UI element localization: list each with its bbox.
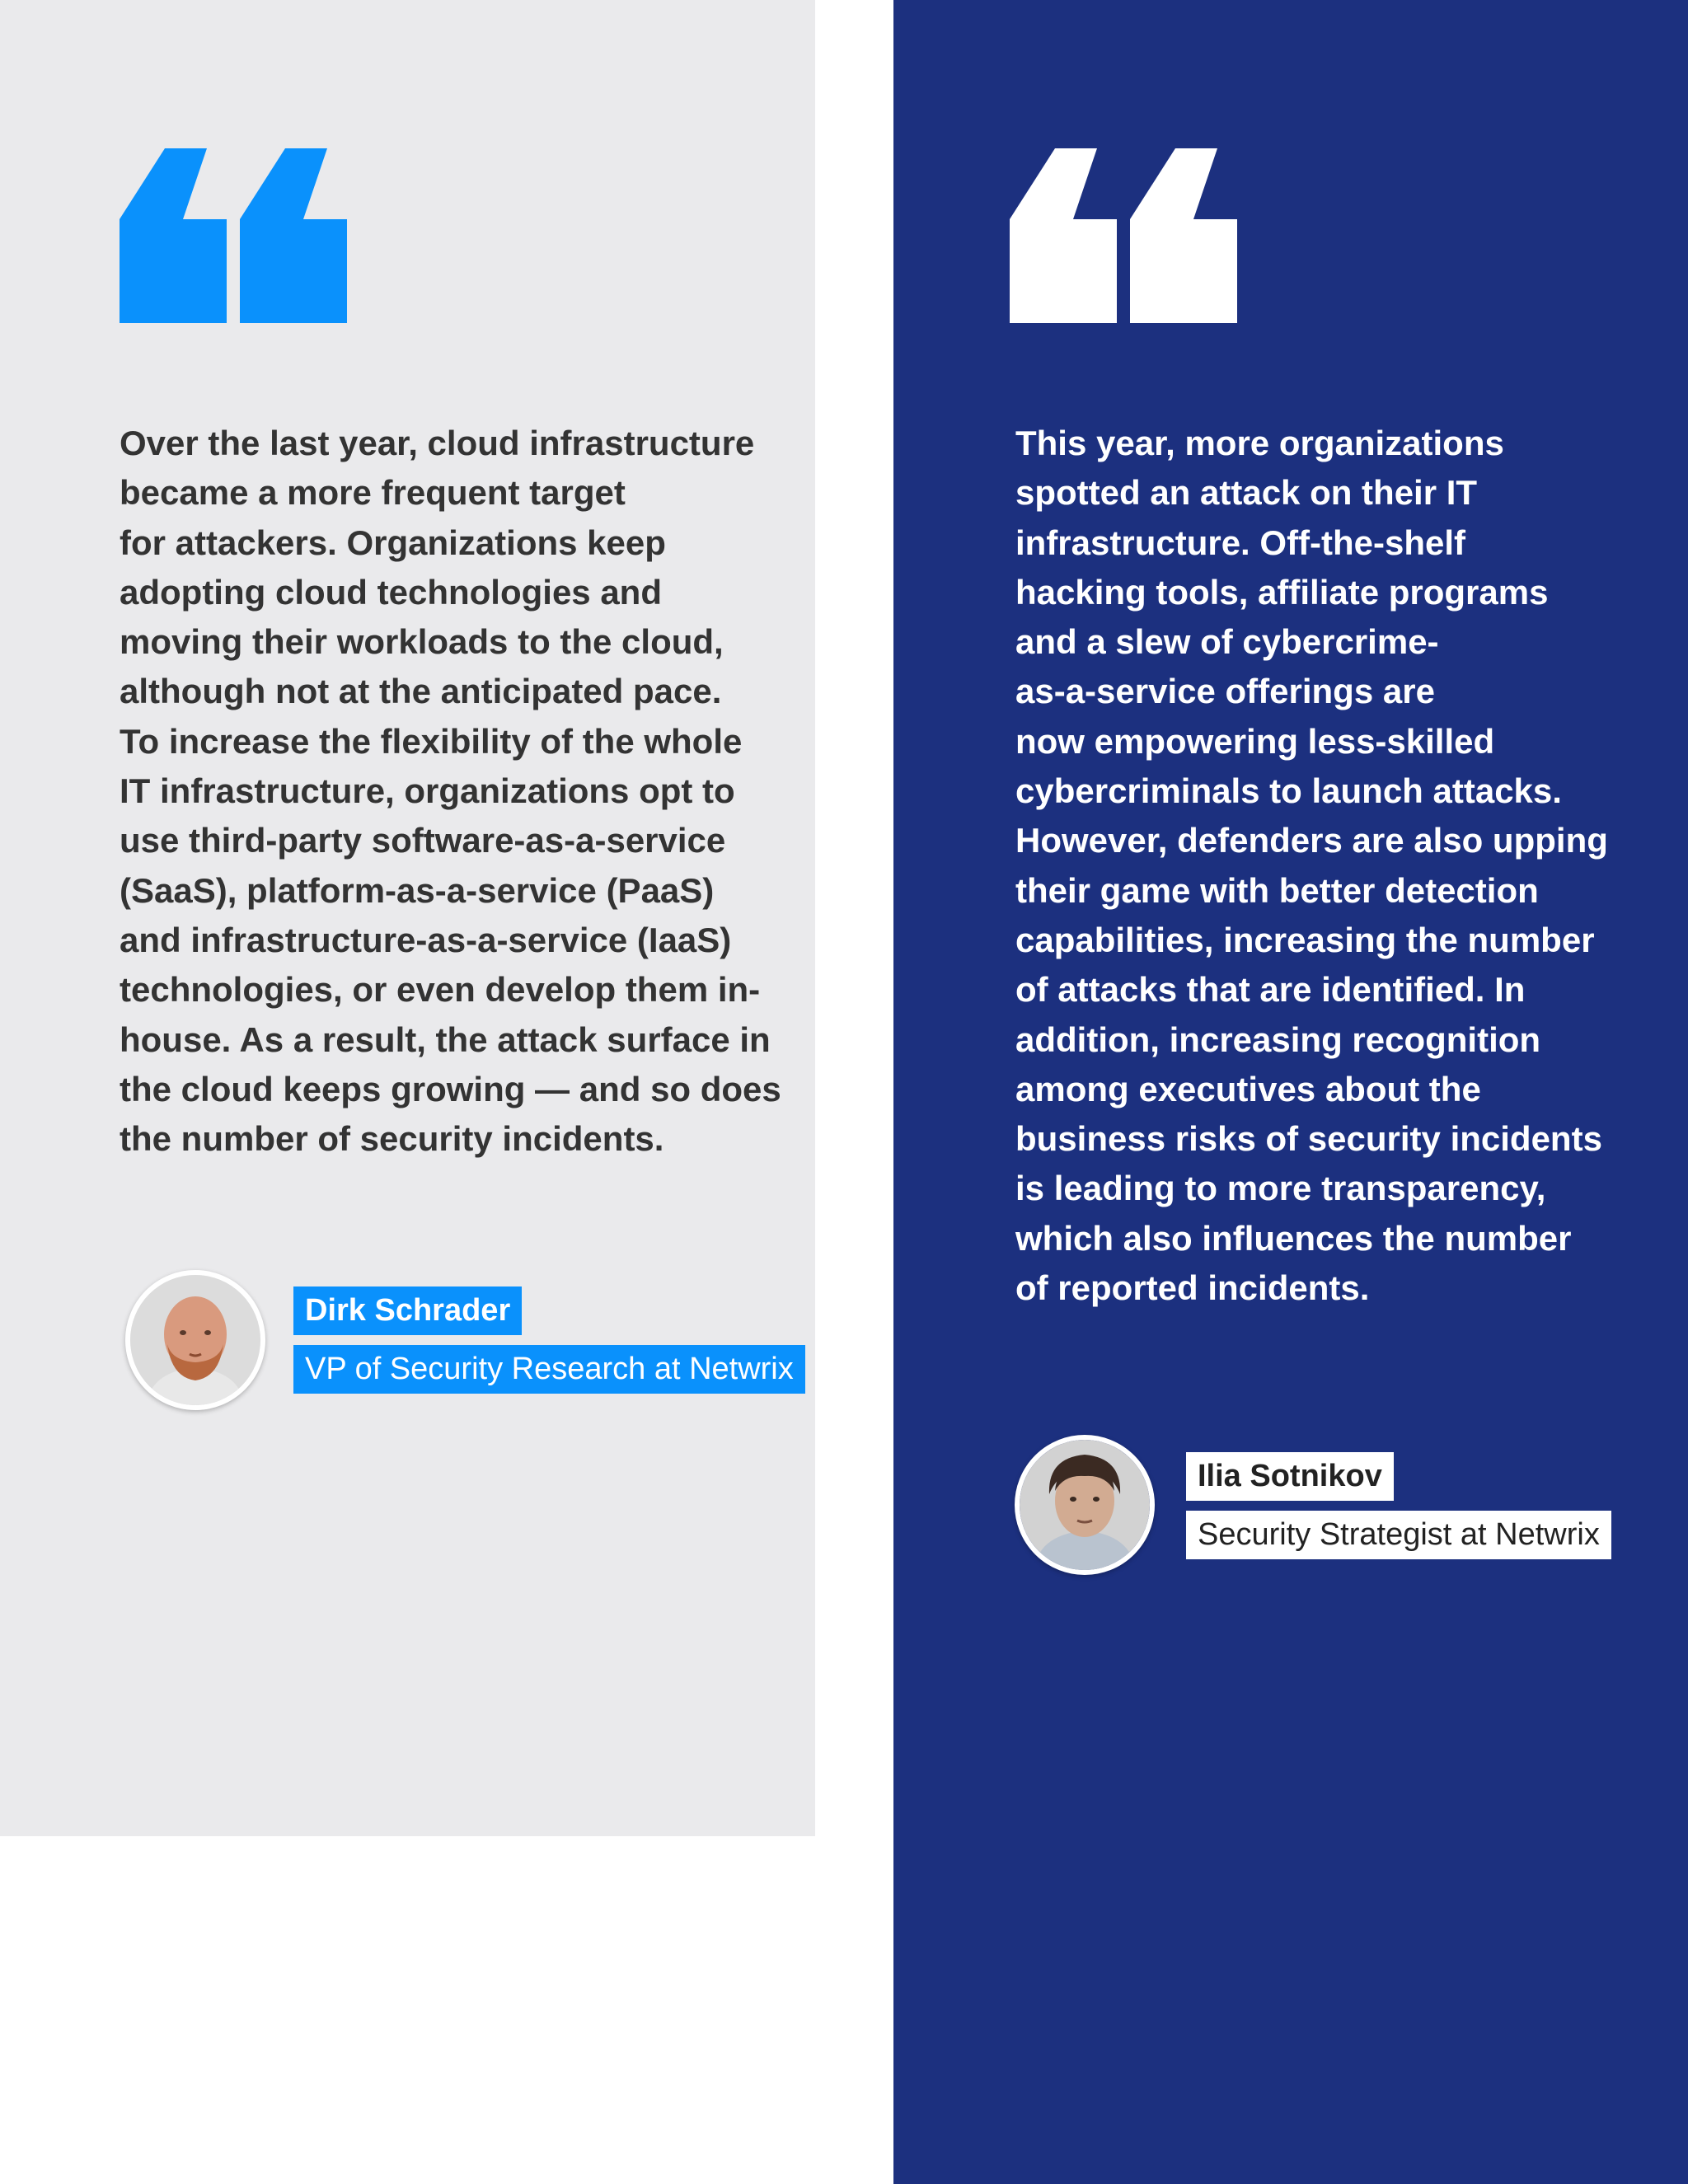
quote-line: became a more frequent target bbox=[120, 473, 626, 513]
author-name: Dirk Schrader bbox=[293, 1286, 522, 1335]
quote-line: However, defenders are also upping bbox=[1015, 821, 1608, 860]
quote-line: addition, increasing recognition bbox=[1015, 1019, 1541, 1059]
quote-line: of attacks that are identified. In bbox=[1015, 970, 1526, 1010]
quote-line: spotted an attack on their IT bbox=[1015, 473, 1478, 513]
quote-line: now empowering less-skilled bbox=[1015, 721, 1495, 761]
quote-line: hacking tools, affiliate programs bbox=[1015, 572, 1549, 612]
right-quote-text bbox=[1015, 419, 1658, 1313]
quote-line: cybercriminals to launch attacks. bbox=[1015, 771, 1562, 811]
quote-line: (SaaS), platform-as-a-service (PaaS) bbox=[120, 870, 715, 910]
quote-line: as-a-service offerings are bbox=[1015, 672, 1435, 711]
quote-line: house. As a result, the attack surface in bbox=[120, 1019, 771, 1059]
person-avatar-icon bbox=[130, 1275, 260, 1405]
avatar bbox=[1015, 1435, 1155, 1575]
quote-line: adopting cloud technologies and bbox=[120, 572, 662, 612]
quote-line: and infrastructure-as-a-service (IaaS) bbox=[120, 920, 732, 959]
quote-line: which also influences the number bbox=[1015, 1218, 1572, 1258]
author-role: Security Strategist at Netwrix bbox=[1186, 1511, 1611, 1559]
quote-line: IT infrastructure, organizations opt to bbox=[120, 771, 735, 811]
quote-line: among executives about the bbox=[1015, 1069, 1481, 1108]
avatar bbox=[125, 1270, 265, 1410]
quote-mark-icon bbox=[1010, 148, 1237, 323]
quote-mark-icon bbox=[120, 148, 347, 323]
left-quote-text bbox=[120, 419, 779, 1164]
quote-line: technologies, or even develop them in- bbox=[120, 970, 761, 1010]
person-avatar-icon bbox=[1020, 1440, 1150, 1570]
quote-line: is leading to more transparency, bbox=[1015, 1169, 1546, 1208]
quote-line: Over the last year, cloud infrastructure bbox=[120, 424, 755, 462]
quote-line: although not at the anticipated pace. bbox=[120, 672, 722, 711]
quote-line: of reported incidents. bbox=[1015, 1268, 1370, 1308]
quote-line: the number of security incidents. bbox=[120, 1119, 664, 1159]
quote-line: infrastructure. Off-the-shelf bbox=[1015, 523, 1466, 562]
quote-line: for attackers. Organizations keep bbox=[120, 523, 666, 562]
quote-line: use third-party software-as-a-service bbox=[120, 821, 726, 860]
quote-line: business risks of security incidents bbox=[1015, 1119, 1602, 1159]
quote-line: and a slew of cybercrime- bbox=[1015, 622, 1439, 662]
quote-line: To increase the flexibility of the whole bbox=[120, 721, 743, 761]
quote-line: capabilities, increasing the number bbox=[1015, 920, 1595, 959]
quote-line: This year, more organizations bbox=[1015, 424, 1504, 462]
quote-line: moving their workloads to the cloud, bbox=[120, 622, 724, 662]
author-name: Ilia Sotnikov bbox=[1186, 1452, 1394, 1501]
quote-line: the cloud keeps growing — and so does bbox=[120, 1069, 781, 1108]
quote-line: their game with better detection bbox=[1015, 870, 1539, 910]
author-role: VP of Security Research at Netwrix bbox=[293, 1345, 805, 1394]
